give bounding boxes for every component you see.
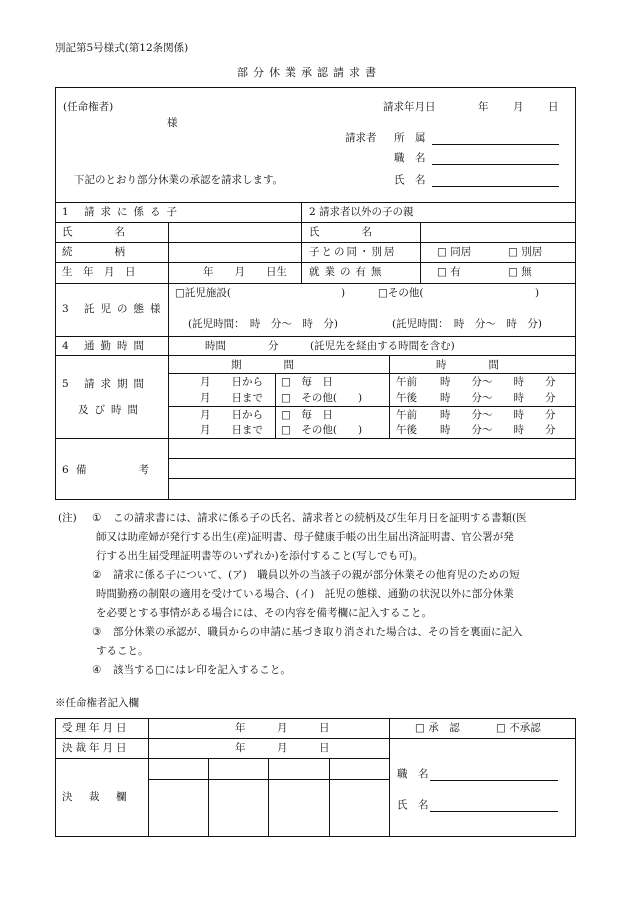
time-range: 時 分〜 時 分 [440, 424, 556, 436]
facility-checkbox[interactable]: □託児施設( [175, 287, 232, 299]
other-time: (託児時間： 時 分〜 時 分) [392, 318, 542, 330]
employment-label: 就業の有無 [309, 266, 387, 278]
note-1-line-1: この請求書には、請求に係る子の氏名、請求者との続柄及び生年月日を証明する書類(医 [113, 512, 527, 524]
child-name-label: 氏 名 [62, 226, 125, 238]
other-checkbox[interactable]: □その他( [378, 287, 424, 299]
day-label: 日 [548, 101, 559, 113]
section6-heading: 6 備 考 [62, 464, 152, 476]
everyday-checkbox[interactable]: □ 毎 日 [281, 409, 333, 421]
note-3-line-2: すること。 [96, 645, 149, 657]
position-label: 職 名 [394, 152, 426, 164]
child-relation-label: 続 柄 [62, 246, 125, 258]
sama-label: 様 [167, 117, 178, 129]
year-label: 年 [478, 101, 489, 113]
section4-heading: 4 通勤時間 [62, 340, 151, 352]
decision-date-label: 決裁年月日 [62, 742, 130, 754]
note-3-mark: ③ [92, 626, 102, 638]
cohabit-label: 子との同・別居 [309, 246, 397, 258]
section5-heading-2: 及び時間 [78, 404, 144, 416]
child-birth-label: 生 年 月 日 [62, 266, 136, 278]
appointer-section-title: ※任命権者記入欄 [55, 697, 139, 709]
period-date: 月 日まで [200, 392, 263, 404]
note-1-line-2: 師又は助産婦が発行する出生(産)証明書、母子健康手帳の出生届出済証明書、官公署が発 [96, 531, 514, 543]
am-label: 午前 [396, 376, 417, 388]
commute-time-value: 時間 分 (託児先を経由する時間を含む) [205, 340, 455, 352]
note-1-mark: ① [92, 512, 102, 524]
disapprove-checkbox[interactable]: □ 不承認 [496, 722, 541, 734]
pm-label: 午後 [396, 424, 417, 436]
everyday-checkbox[interactable]: □ 毎 日 [281, 376, 333, 388]
period-header: 期 間 [231, 359, 294, 371]
note-4-line-1: 該当する□にはレ印を記入すること。 [113, 664, 291, 676]
approve-checkbox[interactable]: □ 承 認 [415, 722, 460, 734]
note-4-mark: ④ [92, 664, 102, 676]
note-2-line-2: 時間勤務の制限の適用を受けている場合、(イ) 託児の態様、通勤の状況以外に部分休業 [96, 588, 514, 600]
parent-name-label: 氏 名 [309, 226, 372, 238]
request-date-label: 請求年月日 [383, 101, 436, 113]
time-range: 時 分〜 時 分 [440, 392, 556, 404]
time-range: 時 分〜 時 分 [440, 409, 556, 421]
note-3-line-1: 部分休業の承認が、職員からの申請に基づき取り消された場合は、その旨を裏面に記入 [113, 626, 523, 638]
period-date: 月 日から [200, 409, 263, 421]
other-day-checkbox[interactable]: □ その他( ) [281, 424, 363, 436]
approver-name-label: 氏 名 [397, 799, 429, 811]
time-header: 時 間 [436, 359, 499, 371]
section5-heading-1: 5 請求期間 [62, 378, 151, 390]
cohabit-separate-checkbox[interactable]: □ 別居 [508, 246, 543, 258]
appointer-label: (任命権者) [63, 101, 114, 113]
time-range: 時 分〜 時 分 [440, 376, 556, 388]
section1-heading: 1 請求に係る子 [62, 206, 184, 218]
affiliation-label: 所 属 [394, 132, 426, 144]
facility-time: (託児時間： 時 分〜 時 分) [188, 318, 338, 330]
child-birth-value: 年 月 日生 [203, 266, 287, 278]
note-1-line-3: 行する出生届受理証明書等のいずれか)を添付すること(写しでも可)。 [96, 550, 424, 562]
employment-yes-checkbox[interactable]: □ 有 [437, 266, 461, 278]
employment-no-checkbox[interactable]: □ 無 [508, 266, 532, 278]
pm-label: 午後 [396, 392, 417, 404]
notes-prefix: (注) [58, 512, 77, 524]
name-label: 氏 名 [394, 174, 426, 186]
facility-close: ) [341, 287, 346, 299]
kessai-label: 決 裁 欄 [62, 791, 130, 803]
other-close: ) [535, 287, 540, 299]
approver-position-label: 職 名 [397, 768, 429, 780]
other-day-checkbox[interactable]: □ その他( ) [281, 392, 363, 404]
receipt-date-label: 受理年月日 [62, 722, 130, 734]
requester-label: 請求者 [345, 132, 377, 144]
cohabit-same-checkbox[interactable]: □ 同居 [437, 246, 472, 258]
note-2-line-1: 請求に係る子について、(ア) 職員以外の当該子の親が部分休業その他育児のための短 [113, 569, 520, 581]
month-label: 月 [513, 101, 524, 113]
note-2-mark: ② [92, 569, 102, 581]
decision-date-value: 年 月 日 [235, 742, 330, 754]
form-title: 部分休業承認請求書 [237, 66, 381, 79]
am-label: 午前 [396, 409, 417, 421]
request-statement: 下記のとおり部分休業の承認を請求します。 [74, 174, 284, 186]
note-2-line-3: を必要とする事情がある場合には、その内容を備考欄に記入すること。 [96, 607, 432, 619]
period-date: 月 日から [200, 376, 263, 388]
form-id: 別記第5号様式(第12条関係) [55, 42, 189, 54]
period-date: 月 日まで [200, 424, 263, 436]
receipt-date-value: 年 月 日 [235, 722, 330, 734]
section3-heading: 3 託児の態様 [62, 303, 167, 315]
section2-heading: 2 請求者以外の子の親 [309, 206, 414, 218]
